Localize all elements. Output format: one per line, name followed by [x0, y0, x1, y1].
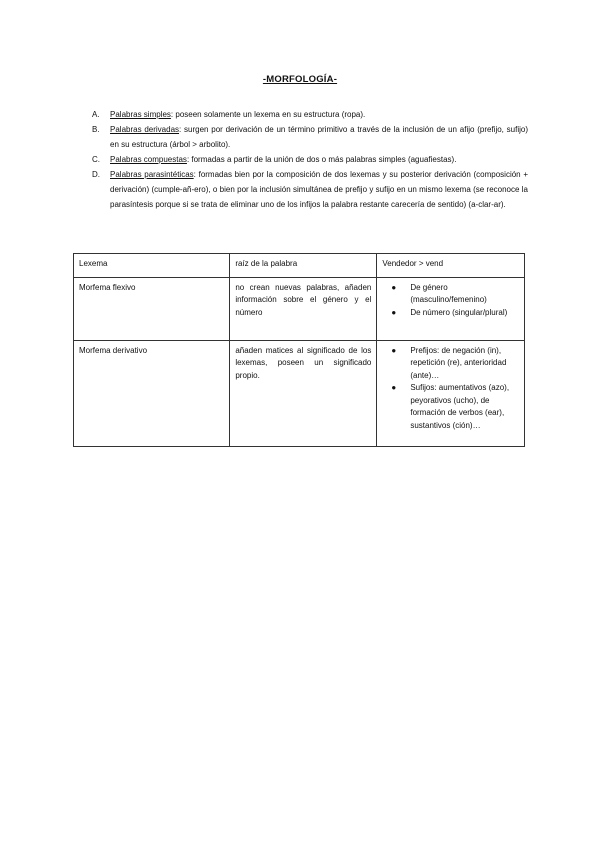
definition-text: : surgen por derivación de un término primitivo a través de la inclusión de un afijo (prefijo, sufijo) en su estructura (árbol > arbolito). — [110, 125, 528, 149]
definition-term: Palabras compuestas — [110, 155, 187, 164]
definition-letter: D. — [92, 170, 100, 179]
definition-text: : formadas bien por la composición de dos lexemas y su posterior derivación (composición + derivación) (cumple-añ-ero), o bien por la inclusión simultánea de prefijo y sufijo en un mismo lexema (se reconoce la parasíntesis porque si se trata de eliminar uno de los infijos la palabra restante carecería de sentido) (a-clar-ar). — [110, 170, 529, 209]
table-header-cell: raíz de la palabra — [230, 254, 377, 278]
definition-text: : poseen solamente un lexema en su estructura (ropa). — [170, 110, 366, 119]
definition-item — [92, 167, 528, 212]
definition-item — [92, 107, 528, 122]
table-row — [74, 277, 525, 340]
page-title: -MORFOLOGÍA- — [262, 74, 338, 85]
list-item — [382, 345, 519, 383]
list-item — [382, 382, 519, 432]
table-header-row — [74, 254, 525, 278]
row-label-cell: Morfema flexivo — [74, 277, 230, 340]
definition-letter: A. — [92, 110, 100, 119]
table-row — [74, 340, 525, 446]
definition-item — [92, 122, 528, 152]
bullet-icon: ● — [391, 307, 397, 317]
table-header-cell: Lexema — [74, 254, 230, 278]
bullet-list — [382, 282, 519, 320]
morphology-table — [73, 253, 525, 447]
definition-text: : formadas a partir de la unión de dos o más palabras simples (aguafiestas). — [186, 155, 457, 164]
bullet-icon: ● — [391, 282, 397, 292]
definition-letter: C. — [92, 155, 100, 164]
row-description-cell: añaden matices al significado de los lexemas, poseen un significado propio. — [230, 340, 377, 446]
definition-term: Palabras simples — [110, 110, 171, 119]
row-bullets-cell — [377, 277, 525, 340]
definition-letter: B. — [92, 125, 100, 134]
definition-item — [92, 152, 528, 167]
definition-term: Palabras parasintéticas — [110, 170, 194, 179]
row-bullets-cell — [377, 340, 525, 446]
bullet-text: Prefijos: de negación (in), repetición (re), anterioridad (ante)… — [410, 345, 507, 380]
list-item — [382, 307, 519, 320]
bullet-text: Sufijos: aumentativos (azo), peyorativos (ucho), de formación de verbos (ear), sustantivos (ción)… — [410, 383, 510, 430]
definition-term: Palabras derivadas — [110, 125, 180, 134]
list-item — [382, 282, 519, 307]
bullet-text: De número (singular/plural) — [410, 307, 508, 317]
bullet-list — [382, 345, 519, 433]
definitions-list — [92, 107, 528, 212]
bullet-icon: ● — [391, 383, 397, 392]
row-description-cell: no crean nuevas palabras, añaden información sobre el género y el número — [230, 277, 377, 340]
row-label-cell: Morfema derivativo — [74, 340, 230, 446]
bullet-icon: ● — [391, 345, 397, 355]
table-header-cell: Vendedor > vend — [377, 254, 525, 278]
bullet-text: De género (masculino/femenino) — [410, 282, 487, 304]
